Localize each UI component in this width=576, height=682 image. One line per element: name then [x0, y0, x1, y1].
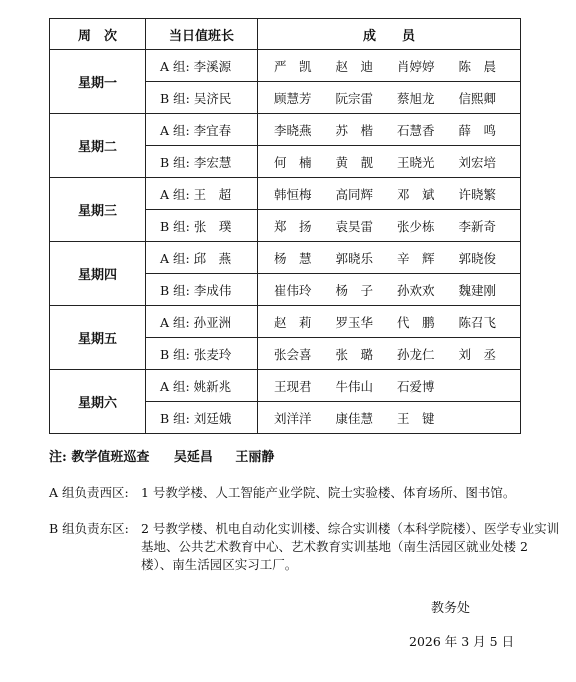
leader-cell: B 组: 张麦玲 [146, 338, 258, 370]
member-name: 罗玉华 [335, 314, 374, 330]
leader-cell: B 组: 吴济民 [146, 82, 258, 114]
leader-cell: B 组: 刘廷娥 [146, 402, 258, 434]
note-inspector-2: 王丽静 [235, 450, 275, 465]
member-name: 郭晓乐 [335, 250, 374, 266]
issue-date: 2026 年 3 月 5 日 [409, 634, 515, 649]
member-name: 李新奇 [458, 218, 497, 234]
note-label: 注: 教学值班巡查 [49, 450, 150, 465]
table-row [50, 306, 521, 338]
member-name: 王现君 [274, 378, 312, 394]
member-name: 严 凯 [274, 58, 312, 74]
weekday-cell: 星期五 [50, 306, 146, 370]
leader-cell: B 组: 李成伟 [146, 274, 258, 306]
weekday-cell: 星期六 [50, 370, 146, 434]
weekday-cell: 星期一 [50, 50, 146, 114]
member-name: 袁昊雷 [335, 218, 374, 234]
members-cell [258, 274, 521, 306]
members-cell [258, 146, 521, 178]
member-name: 高同辉 [335, 186, 374, 202]
weekday-cell: 星期四 [50, 242, 146, 306]
member-name: 陈召飞 [458, 314, 497, 330]
member-name: 邓 斌 [397, 186, 435, 202]
member-name: 牛伟山 [335, 378, 374, 394]
header-leader: 当日值班长 [146, 19, 258, 50]
leader-cell: A 组: 姚新兆 [146, 370, 258, 402]
member-name: 赵 迪 [335, 58, 374, 74]
member-name: 黄 靓 [335, 154, 374, 170]
leader-cell: B 组: 张 璞 [146, 210, 258, 242]
table-header-row [50, 19, 521, 50]
members-cell [258, 306, 521, 338]
area-text: 2 号教学楼、机电自动化实训楼、综合实训楼（本科学院楼）、医学专业实训基地、公共艺术教育中心、艺术教育实训基地（南生活园区就业处楼 2 楼）、南生活园区实习工厂。 [141, 521, 560, 572]
leader-cell: A 组: 李溪源 [146, 50, 258, 82]
leader-cell: B 组: 李宏慧 [146, 146, 258, 178]
member-name: 杨 子 [335, 282, 374, 298]
patrol-note [49, 446, 292, 465]
member-name: 魏建刚 [458, 282, 497, 298]
table-row [50, 114, 521, 146]
member-name: 孙龙仁 [397, 346, 435, 362]
member-name: 崔伟玲 [274, 282, 312, 298]
member-name: 信熙卿 [458, 90, 497, 106]
weekday-cell: 星期二 [50, 114, 146, 178]
member-name: 康佳慧 [335, 410, 374, 426]
member-name: 石爱博 [397, 378, 435, 394]
members-cell [258, 402, 521, 434]
member-name: 许晓繁 [458, 186, 497, 202]
member-name: 孙欢欢 [397, 282, 435, 298]
table-row [50, 242, 521, 274]
members-cell [258, 210, 521, 242]
members-cell [258, 50, 521, 82]
member-name: 赵 莉 [274, 314, 312, 330]
members-cell [258, 370, 521, 402]
member-name: 郑 扬 [274, 218, 312, 234]
member-name: 顾慧芳 [274, 90, 312, 106]
table-row [50, 178, 521, 210]
table-row [50, 50, 521, 82]
member-name: 苏 楷 [335, 122, 374, 138]
member-name: 蔡旭龙 [397, 90, 435, 106]
member-name: 辛 辉 [397, 250, 435, 266]
member-name: 何 楠 [274, 154, 312, 170]
member-name [459, 377, 521, 395]
member-name: 李晓燕 [274, 122, 312, 138]
duty-schedule-table [49, 18, 521, 434]
leader-cell: A 组: 邱 燕 [146, 242, 258, 274]
member-name: 张会喜 [274, 346, 312, 362]
member-name: 刘洋洋 [274, 410, 312, 426]
weekday-cell: 星期三 [50, 178, 146, 242]
header-members: 成 员 [258, 19, 521, 50]
member-name: 代 鹏 [397, 314, 435, 330]
member-name: 肖婷婷 [397, 58, 435, 74]
members-cell [258, 242, 521, 274]
area-text: 1 号教学楼、人工智能产业学院、院士实验楼、体育场所、图书馆。 [141, 485, 516, 500]
area-label: B 组负责东区: [49, 521, 129, 536]
members-cell [258, 178, 521, 210]
member-name: 韩恒梅 [274, 186, 312, 202]
member-name: 杨 慧 [274, 250, 312, 266]
member-name: 郭晓俊 [458, 250, 497, 266]
issuing-office: 教务处 [431, 601, 471, 616]
member-name: 张少栋 [397, 218, 435, 234]
member-name: 薛 鸣 [458, 122, 497, 138]
area-b-responsibility [49, 520, 561, 574]
member-name: 刘宏培 [458, 154, 497, 170]
member-name: 王晓光 [397, 154, 435, 170]
members-cell [258, 338, 521, 370]
header-week: 周 次 [50, 19, 146, 50]
member-name: 石慧香 [397, 122, 435, 138]
leader-cell: A 组: 李宜春 [146, 114, 258, 146]
table-row [50, 370, 521, 402]
members-cell [258, 114, 521, 146]
leader-cell: A 组: 王 超 [146, 178, 258, 210]
member-name: 王 键 [397, 410, 435, 426]
area-label: A 组负责西区: [49, 485, 129, 500]
member-name: 张 璐 [335, 346, 374, 362]
note-inspector-1: 吴延昌 [173, 450, 213, 465]
member-name: 陈 晨 [458, 58, 497, 74]
members-cell [258, 82, 521, 114]
area-a-responsibility [49, 484, 561, 502]
member-name: 刘 丞 [458, 346, 497, 362]
member-name [459, 409, 521, 427]
leader-cell: A 组: 孙亚洲 [146, 306, 258, 338]
member-name: 阮宗雷 [335, 90, 374, 106]
